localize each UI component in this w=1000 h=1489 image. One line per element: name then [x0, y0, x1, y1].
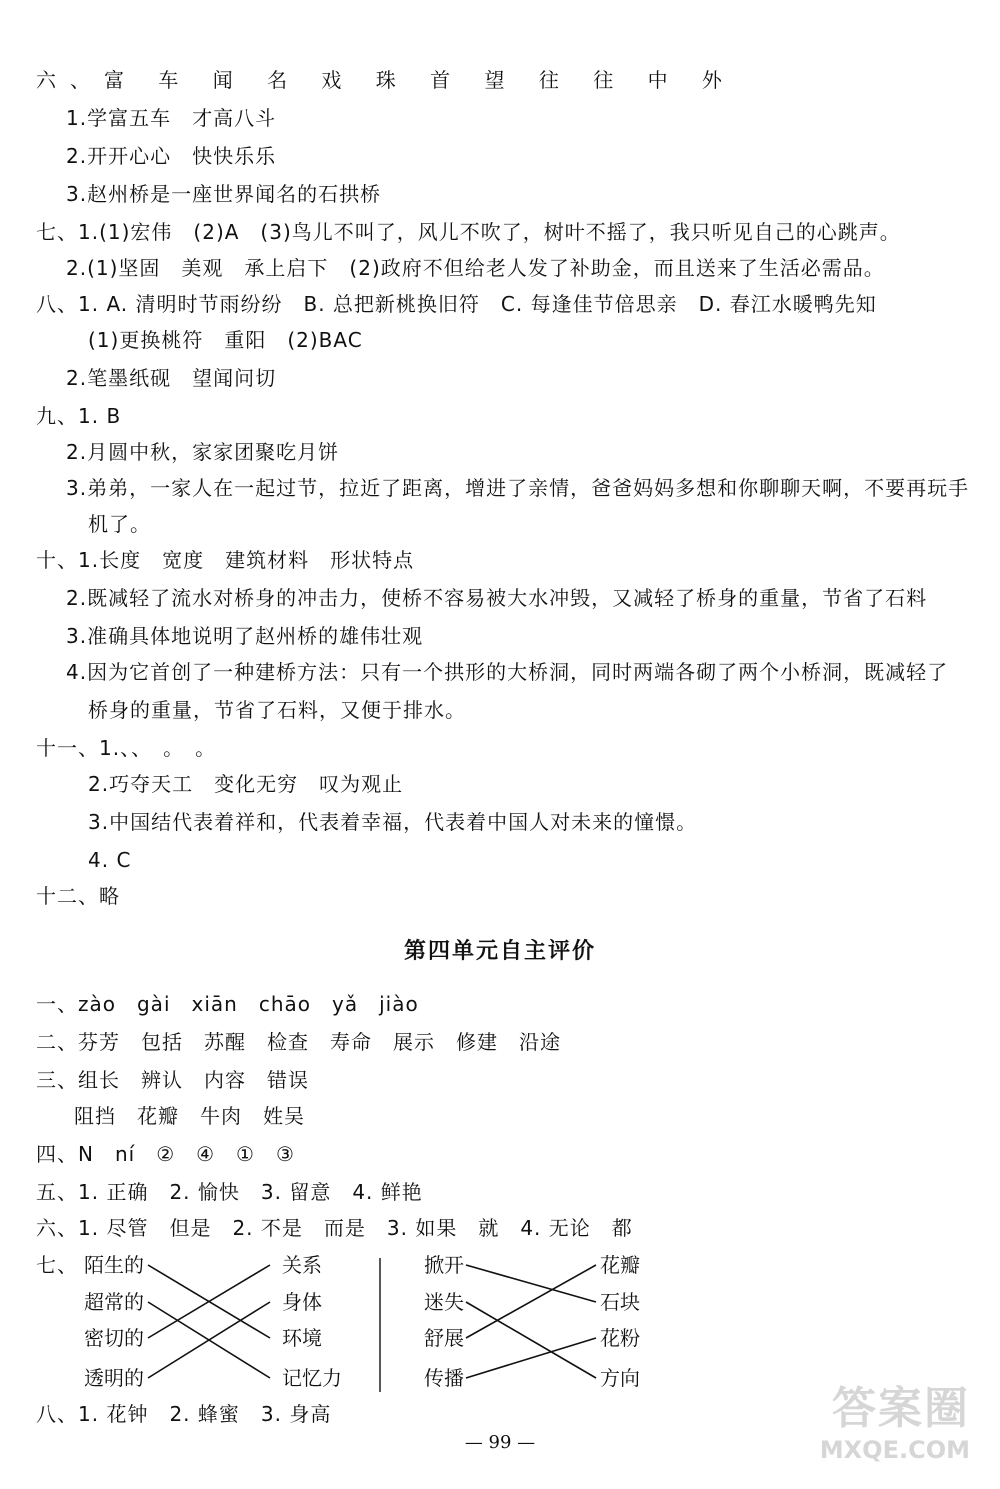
answer-line-11-3: 3.中国结代表着祥和，代表着幸福，代表着中国人对未来的憧憬。	[88, 810, 698, 834]
watermark	[820, 1372, 970, 1464]
answer-line-8-2: 2.笔墨纸砚 望闻问切	[66, 366, 277, 390]
match-left-word: 掀开	[424, 1253, 464, 1277]
unit4-q7-label: 七、	[36, 1253, 78, 1277]
answer-line-12: 十二、略	[36, 884, 120, 908]
match-right-word: 花瓣	[600, 1253, 640, 1277]
unit4-line-4: 四、N ní ② ④ ① ③	[36, 1142, 295, 1166]
answer-line-6-1: 1.学富五车 才高八斗	[66, 106, 277, 130]
unit4-line-5: 五、1. 正确 2. 愉快 3. 留意 4. 鲜艳	[36, 1180, 423, 1204]
answer-line-9-3-cont: 机了。	[88, 512, 151, 536]
answer-line-6-3: 3.赵州桥是一座世界闻名的石拱桥	[66, 182, 382, 206]
answer-line-9-3: 3.弟弟，一家人在一起过节，拉近了距离，增进了亲情，爸爸妈妈多想和你聊聊天啊，不要再玩手	[66, 476, 970, 500]
match-left-word: 传播	[424, 1366, 464, 1390]
unit4-line-2: 二、芬芳 包括 苏醒 检查 寿命 展示 修建 沿途	[36, 1030, 561, 1054]
unit4-line-1: 一、zào gài xiān chāo yǎ jiào	[36, 992, 419, 1016]
match-right-word: 花粉	[600, 1326, 640, 1350]
answer-line-9-1: 九、1. B	[36, 404, 122, 428]
section-title: 第四单元自主评价	[403, 939, 596, 964]
match-left-word: 迷失	[424, 1290, 464, 1314]
answer-line-7-2: 2.(1)坚固 美观 承上启下 (2)政府不但给老人发了补助金，而且送来了生活必需品。	[66, 256, 885, 280]
answer-line-11-2: 2.巧夺天工 变化无穷 叹为观止	[88, 772, 404, 796]
answer-line-6-2: 2.开开心心 快快乐乐	[66, 144, 277, 168]
answer-line-8-1: 八、1. A. 清明时节雨纷纷 B. 总把新桃换旧符 C. 每逢佳节倍思亲 D. 春江水暖鸭先知	[36, 292, 877, 316]
answer-line-11-1: 十一、1.、、 。 。	[36, 736, 217, 760]
answer-line-6: 六、富 车 闻 名 戏 珠 首 望 往 往 中 外	[36, 68, 736, 92]
match-line	[466, 1338, 596, 1378]
match-line	[466, 1265, 596, 1338]
match-left-word: 陌生的	[84, 1253, 144, 1277]
answer-line-10-4-cont: 桥身的重量，节省了石料，又便于排水。	[88, 698, 466, 722]
page-number: — 99 —	[464, 1432, 536, 1453]
match-right-word: 关系	[282, 1253, 322, 1277]
answer-line-10-1: 十、1.长度 宽度 建筑材料 形状特点	[36, 548, 415, 572]
unit4-line-8: 八、1. 花钟 2. 蜂蜜 3. 身高	[36, 1402, 332, 1426]
unit4-line-3: 三、组长 辨认 内容 错误	[36, 1068, 309, 1092]
match-left-word: 透明的	[84, 1366, 144, 1390]
match-right-word: 环境	[282, 1326, 322, 1350]
match-right-word: 记忆力	[282, 1366, 342, 1390]
match-right-word: 身体	[282, 1290, 322, 1314]
answer-line-10-4: 4.因为它首创了一种建桥方法：只有一个拱形的大桥洞，同时两端各砌了两个小桥洞，既减轻了	[66, 660, 949, 684]
match-left-word: 超常的	[84, 1290, 144, 1314]
match-line	[466, 1302, 596, 1378]
unit4-line-6: 六、1. 尽管 但是 2. 不是 而是 3. 如果 就 4. 无论 都	[36, 1216, 633, 1240]
match-right-word: 石块	[600, 1290, 640, 1314]
match-right-word: 方向	[600, 1366, 640, 1390]
match-line	[466, 1265, 596, 1302]
match-left-word: 舒展	[424, 1326, 464, 1350]
answer-line-7-1: 七、1.(1)宏伟 (2)A (3)鸟儿不叫了，风儿不吹了，树叶不摇了，我只听见自己的心跳声。	[36, 220, 901, 244]
watermark-logo: 答案圈	[832, 1383, 970, 1434]
answer-line-11-4: 4. C	[88, 848, 132, 872]
answer-line-8-1-sub: (1)更换桃符 重阳 (2)BAC	[88, 328, 363, 352]
answer-line-10-3: 3.准确具体地说明了赵州桥的雄伟壮观	[66, 624, 424, 648]
watermark-url: MXQE.COM	[819, 1436, 970, 1464]
answer-line-10-2: 2.既减轻了流水对桥身的冲击力，使桥不容易被大水冲毁，又减轻了桥身的重量，节省了石料	[66, 586, 928, 610]
answer-line-9-2: 2.月圆中秋，家家团聚吃月饼	[66, 440, 340, 464]
match-left-word: 密切的	[84, 1326, 144, 1350]
unit4-line-3-cont: 阻挡 花瓣 牛肉 姓吴	[74, 1104, 305, 1128]
